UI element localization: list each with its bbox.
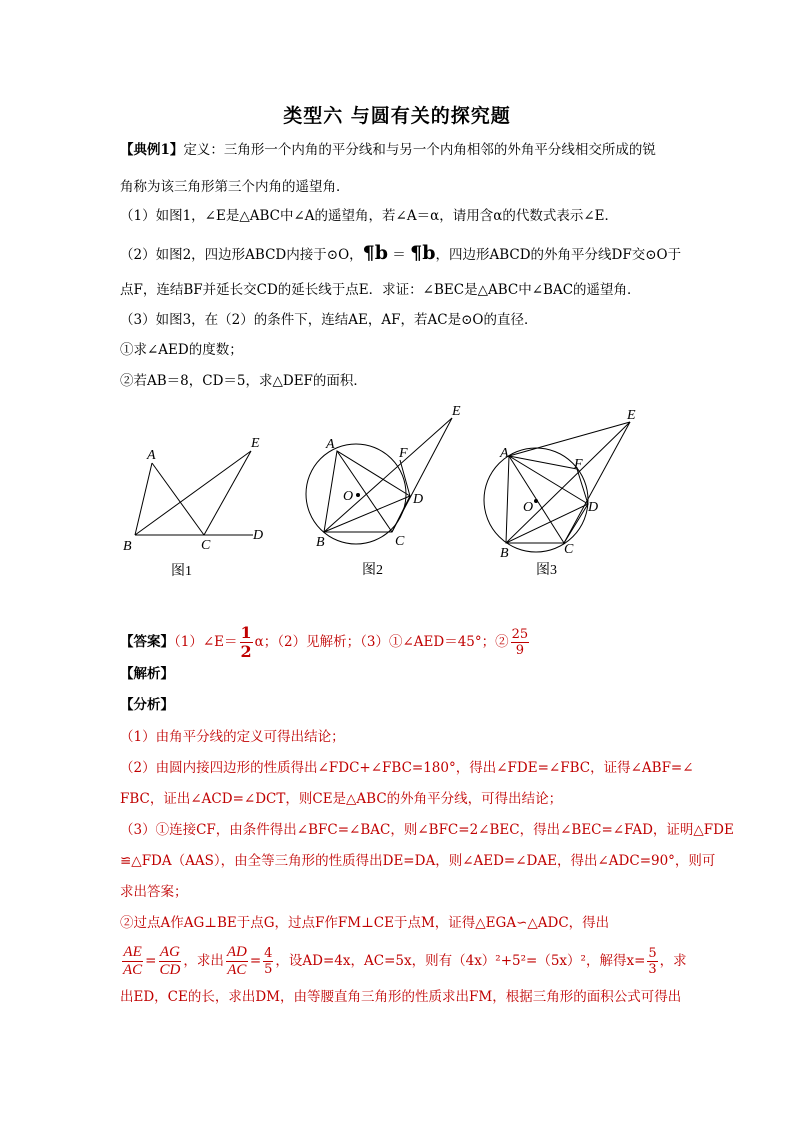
fig1-label-a: A <box>147 448 156 463</box>
answer-part-2: α；（2）见解析；（3）①∠AED＝45°；② <box>254 634 509 650</box>
example-tag: 【典例1】 <box>120 142 184 158</box>
fraction-numerator: 25 <box>511 627 529 642</box>
definition-text-1: 定义：三角形一个内角的平分线和与另一个内角相邻的外角平分线相交所成的锐 <box>183 142 656 158</box>
fraction-denominator: AC <box>123 961 143 978</box>
figure-3 <box>480 400 650 585</box>
analysis-tag: 【分析】 <box>120 697 174 713</box>
fig3-caption: 图3 <box>536 563 557 578</box>
solution-tag: 【解析】 <box>120 666 174 682</box>
fig3-label-o: O <box>523 500 534 515</box>
fraction-denominator: 5 <box>264 961 273 977</box>
fig1-label-d: D <box>253 528 264 543</box>
segment-ac <box>152 463 204 535</box>
fig3-label-a: A <box>500 446 509 461</box>
fraction-numerator: AG <box>159 943 180 960</box>
segment-be <box>506 422 630 543</box>
fig1-label-c: C <box>201 538 211 553</box>
fig1-label-e: E <box>251 436 260 451</box>
fig3-label-f: F <box>574 457 583 472</box>
fig2-label-a: A <box>326 437 335 452</box>
analysis-line-5: ≌△FDA（AAS），由全等三角形的性质得出DE=DA，则∠AED=∠DAE，得出∠ADC=90°，则可 <box>120 853 716 869</box>
fig2-caption: 图2 <box>362 563 383 578</box>
definition-text-2: 角称为该三角形第三个内角的遥望角． <box>120 179 350 195</box>
equals-sign: = <box>145 953 157 969</box>
analysis-text-8b: ，设AD=4x，AC=5x，则有（4x）²+5²=（5x）²，解得x= <box>275 953 646 969</box>
question-3: （3）如图3，在（2）的条件下，连结AE，AF，若AC是⊙O的直径． <box>120 312 538 328</box>
figure-2 <box>300 400 475 585</box>
fraction-ae-ac <box>122 944 143 979</box>
question-2-line2: 点F，连结BF并延长交CD的延长线于点E．求证：∠BEC是△ABC中∠BAC的遥望角． <box>120 282 641 298</box>
fig3-label-e: E <box>627 408 636 423</box>
fig2-label-o: O <box>343 489 354 504</box>
center-point-o <box>534 499 538 503</box>
question-2-text-b: ，四边形ABCD的外角平分线DF交⊙O于 <box>435 247 682 263</box>
equals-sign: = <box>249 953 262 969</box>
analysis-line-6: 求出答案； <box>120 884 188 900</box>
fraction-numerator: AE <box>123 943 142 960</box>
fig3-label-d: D <box>588 500 599 515</box>
question-2-line1 <box>120 243 681 265</box>
fig2-label-d: D <box>413 492 424 507</box>
page-title: 类型六 与圆有关的探究题 <box>283 105 511 127</box>
fraction-denominator: AC <box>227 961 247 978</box>
answer-tag: 【答案】 <box>120 634 174 650</box>
analysis-line-1: （1）由角平分线的定义可得出结论； <box>120 729 345 745</box>
analysis-text-8c: ，求 <box>659 953 687 969</box>
center-point-o <box>356 493 360 497</box>
question-2-text-a: （2）如图2，四边形ABCD内接于⊙O， <box>120 247 363 263</box>
fig1-caption: 图1 <box>171 564 192 579</box>
analysis-line-4: （3）①连接CF，由条件得出∠BFC=∠BAC，则∠BFC=2∠BEC，得出∠BEC=∠FAD，证明△FDE <box>120 822 734 838</box>
segment-ce <box>564 422 630 543</box>
fraction-ag-cd <box>158 944 181 979</box>
fraction-denominator: 3 <box>648 961 657 977</box>
fraction-numerator: AD <box>226 943 247 960</box>
fraction-numerator: 1 <box>240 623 252 642</box>
equals-sign: ＝ <box>388 247 411 263</box>
analysis-line-8 <box>120 940 687 982</box>
analysis-text-8a: ，求出 <box>183 953 224 969</box>
fraction-numerator: 5 <box>648 945 657 961</box>
segment-ce <box>204 451 251 535</box>
diagonal-bd <box>324 496 410 532</box>
segment-ae <box>509 422 630 456</box>
fraction-numerator: 4 <box>264 945 273 961</box>
problem-definition-line1 <box>120 140 656 160</box>
fraction-25-9 <box>511 627 530 658</box>
fig2-label-e: E <box>452 404 461 419</box>
question-1: （1）如图1，∠E是△ABC中∠A的遥望角，若∠A＝α，请用含α的代数式表示∠E． <box>120 208 618 224</box>
fig2-label-f: F <box>399 446 408 461</box>
fig3-label-b: B <box>500 546 509 561</box>
fraction-denominator: 2 <box>240 642 252 661</box>
fraction-one-half <box>240 624 253 661</box>
answer-part-1: （1）∠E＝ <box>174 634 238 650</box>
question-3-part2: ②若AB＝8，CD＝5，求△DEF的面积． <box>120 373 367 389</box>
analysis-line-9: 出ED，CE的长，求出DM，由等腰直角三角形的性质求出FM，根据三角形的面积公式可得出 <box>120 989 682 1005</box>
fraction-denominator: 9 <box>515 643 525 658</box>
answer-line <box>120 624 531 661</box>
fig2-label-c: C <box>395 534 405 549</box>
segment-be <box>324 418 452 532</box>
analysis-line-3: FBC，证出∠ACD=∠DCT，则CE是△ABC的外角平分线，可得出结论； <box>120 791 563 807</box>
analysis-line-7: ②过点A作AG⊥BE于点G，过点F作FM⊥CE于点M，证得△EGA∽△ADC，得出 <box>120 915 610 931</box>
fraction-5-3 <box>647 946 657 977</box>
segment-ce <box>392 418 452 532</box>
fraction-4-5 <box>263 946 273 977</box>
fraction-ad-ac <box>226 944 248 979</box>
fig3-label-c: C <box>564 542 574 557</box>
fraction-denominator: CD <box>159 961 181 978</box>
fig2-label-b: B <box>316 535 325 550</box>
fig1-label-b: B <box>123 539 132 554</box>
analysis-line-2: （2）由圆内接四边形的性质得出∠FDC+∠FBC=180°，得出∠FDE=∠FBC，证得∠ABF=∠ <box>120 760 694 776</box>
circle-o <box>306 444 406 544</box>
question-3-part1: ①求∠AED的度数； <box>120 342 243 358</box>
figure-1 <box>115 425 275 585</box>
arc-symbol-2: ¶b <box>410 242 436 264</box>
arc-symbol-1: ¶b <box>362 242 389 264</box>
